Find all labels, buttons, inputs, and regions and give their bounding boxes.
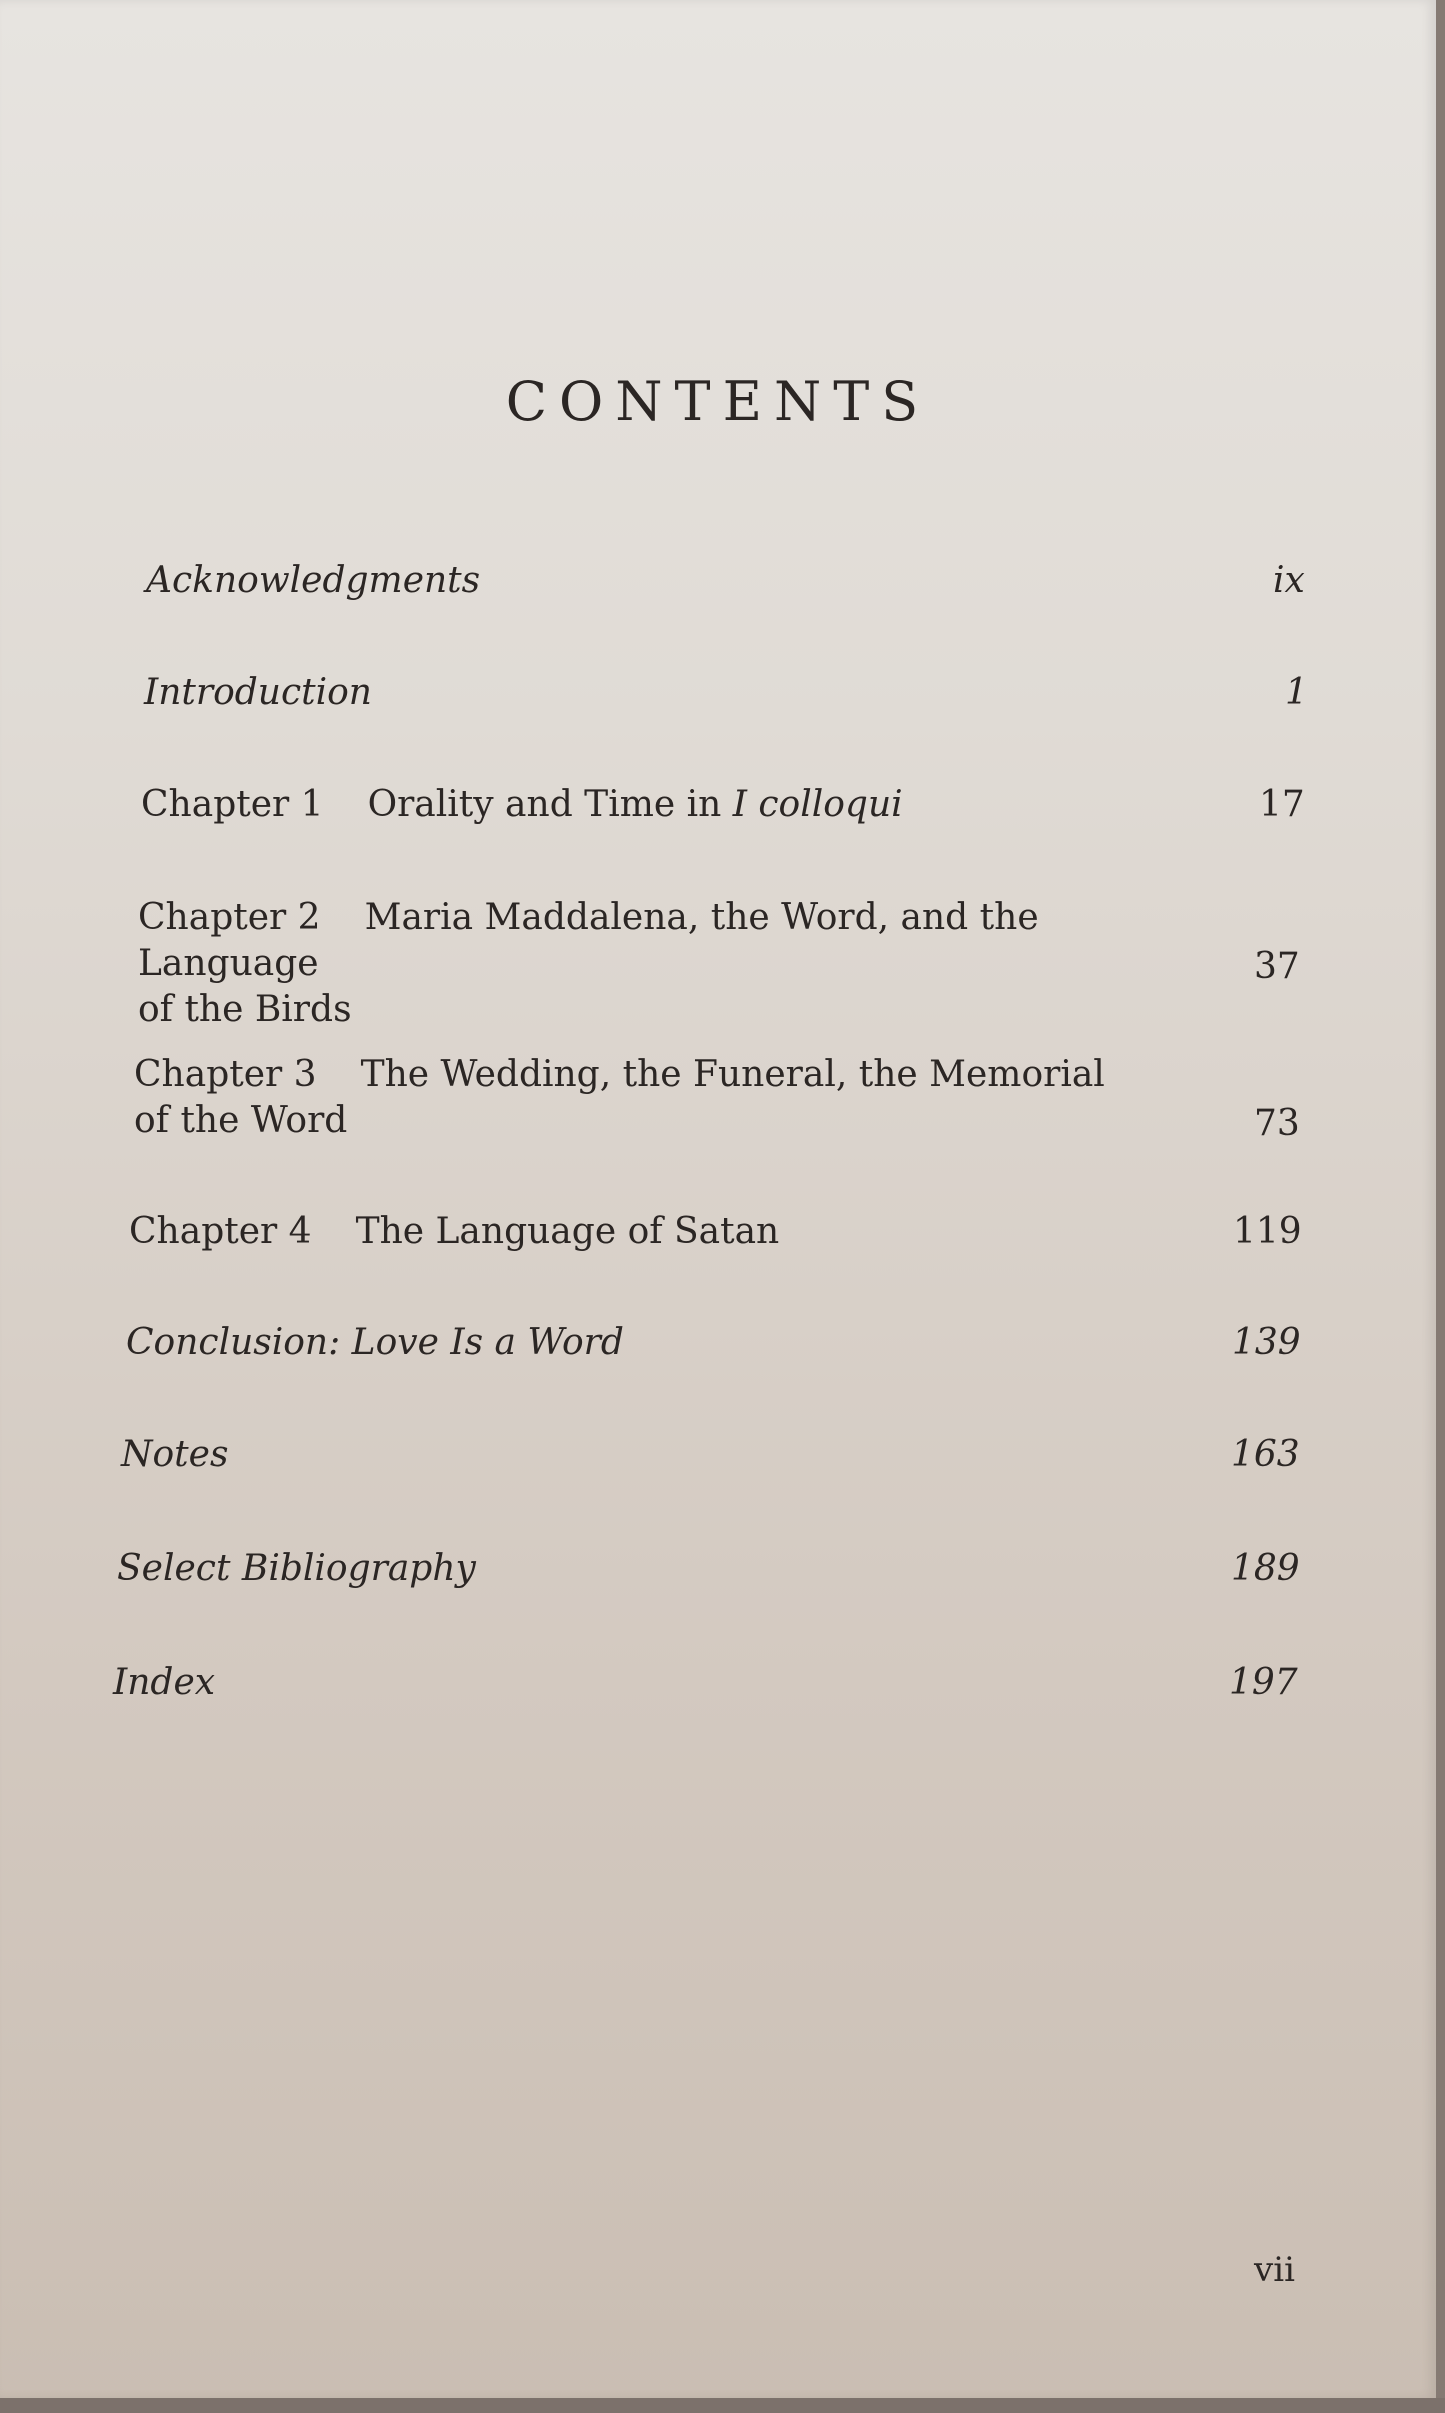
toc-entry-page: 189 — [1231, 1548, 1300, 1589]
chapter-number: Chapter 4 — [129, 1211, 312, 1252]
toc-entry-title: Select Bibliography — [117, 1548, 476, 1589]
toc-entry-page: 163 — [1231, 1434, 1300, 1475]
toc-entry-page: 73 — [1254, 1103, 1300, 1144]
chapter-number: Chapter 3 — [134, 1054, 317, 1095]
chapter-title: The Wedding, the Funeral, the Memorial — [360, 1054, 1105, 1095]
toc-entry-page: 1 — [1285, 672, 1308, 713]
page-bottom-edge — [0, 2398, 1445, 2413]
toc-entry-title — [134, 1052, 1154, 1144]
toc-entry-page: 139 — [1232, 1322, 1301, 1363]
chapter-title-continued: of the Birds — [138, 989, 352, 1030]
chapter-title: Maria Maddalena, the Word, and the Language — [138, 897, 1039, 984]
toc-entry-title: Notes — [121, 1434, 229, 1475]
chapter-title: The Language of Satan — [355, 1211, 780, 1252]
toc-entry-title — [129, 1211, 779, 1252]
page-edge — [1436, 0, 1445, 2413]
toc-entry-title: Acknowledgments — [146, 560, 481, 601]
chapter-title-continued: of the Word — [134, 1100, 348, 1141]
chapter-title-italic: I colloqui — [732, 784, 903, 825]
toc-entry-title — [138, 895, 1158, 1033]
chapter-title: Orality and Time in — [367, 784, 733, 825]
page-folio: vii — [1254, 2250, 1295, 2290]
chapter-number: Chapter 2 — [138, 897, 321, 938]
contents-heading: CONTENTS — [505, 370, 931, 433]
toc-entry-page: 119 — [1233, 1211, 1302, 1252]
toc-entry-page: 37 — [1254, 946, 1300, 987]
chapter-number: Chapter 1 — [141, 784, 324, 825]
toc-entry-page: ix — [1273, 560, 1305, 601]
toc-entry-title: Index — [113, 1662, 216, 1703]
toc-entry-title: Conclusion: Love Is a Word — [126, 1322, 624, 1363]
toc-entry-page: 197 — [1229, 1662, 1298, 1703]
toc-entry-title: Introduction — [144, 672, 372, 713]
toc-entry-page: 17 — [1259, 784, 1305, 825]
toc-entry-title — [141, 784, 903, 825]
